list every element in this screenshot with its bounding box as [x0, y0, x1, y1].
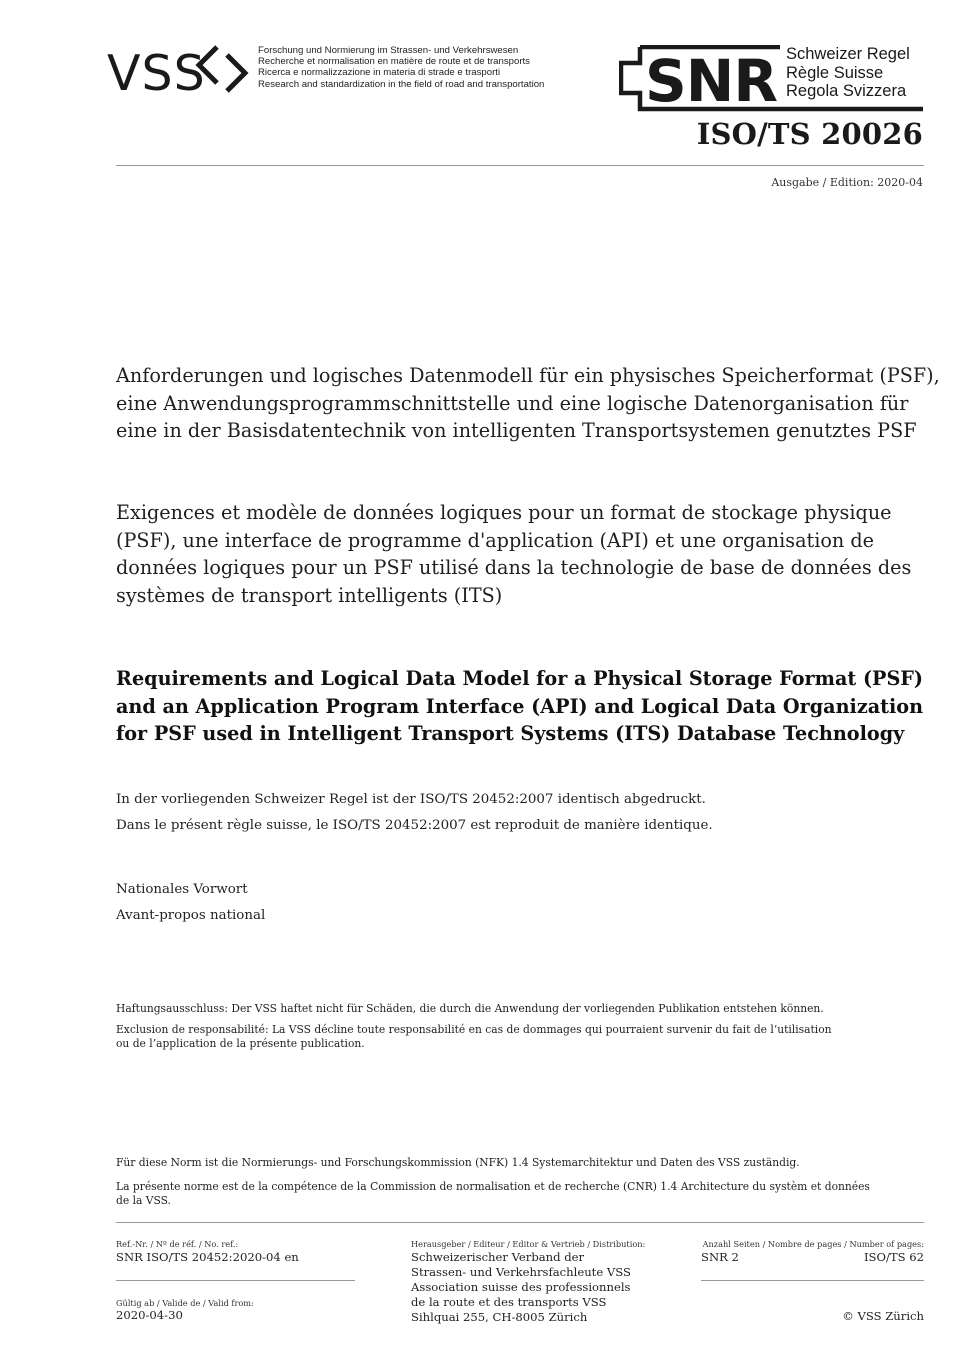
valid-from-label: Gültig ab / Valide de / Valid from: [116, 1298, 254, 1308]
identical-note-german: In der vorliegenden Schweizer Regel ist der ISO/TS 20452:2007 identisch abgedruckt. [116, 792, 706, 807]
disclaimer-french [116, 1023, 832, 1051]
title-line: (PSF), une interface de programme d'application (API) et une organisation de [116, 528, 875, 552]
identical-note-french: Dans le présent règle suisse, le ISO/TS 20452:2007 est reproduit de manière identique. [116, 818, 713, 833]
snr-text-line: Regola Svizzera [786, 82, 907, 100]
page-count-label: Anzahl Seiten / Nombre de pages / Number of pages: [702, 1239, 924, 1249]
reference-number-value: SNR ISO/TS 20452:2020-04 en [116, 1250, 299, 1264]
edition-label: Ausgabe / Edition: 2020-04 [771, 176, 923, 189]
page-count-divider [701, 1280, 924, 1281]
responsibility-german [116, 1156, 800, 1170]
vss-tagline-line: Research and standardization in the field of road and transportation [258, 78, 545, 90]
vss-tagline-line: Forschung und Normierung im Strassen- und Verkehrswesen [258, 45, 519, 56]
title-line: Anforderungen und logisches Datenmodell für ein physisches Speicherformat (PSF), [116, 364, 940, 387]
page-count-snr: SNR 2 [701, 1250, 739, 1264]
snr-text-line: Règle Suisse [786, 63, 884, 82]
snr-regel-label [786, 45, 910, 101]
top-divider [116, 165, 924, 166]
disclaimer-line: Exclusion de responsabilité: La VSS décline toute responsabilité en cas de dommages qui pourraient survenir du fait de l’utilisation [116, 1023, 832, 1036]
standard-number: ISO/TS 20026 [696, 117, 923, 151]
title-line: for PSF used in Intelligent Transport Systems (ITS) Database Technology [116, 722, 905, 745]
national-foreword-german: Nationales Vorwort [116, 882, 248, 897]
copyright-notice: © VSS Zürich [842, 1309, 924, 1323]
publisher-line: Association suisse des professionnels [411, 1280, 631, 1294]
reference-number-label: Ref.-Nr. / Nº de réf. / No. ref.: [116, 1239, 239, 1249]
disclaimer-german [116, 1002, 824, 1016]
title-line: eine in der Basisdatentechnik von intelligenten Transportsystemen genutztes PSF [116, 419, 917, 442]
vss-tagline-line: Recherche et normalisation en matière de route et de transports [258, 56, 530, 68]
publisher-line: Strassen- und Verkehrsfachleute VSS [411, 1265, 631, 1279]
title-english [116, 665, 936, 748]
title-line: systèmes de transport intelligents (ITS) [116, 583, 503, 607]
responsibility-line: La présente norme est de la compétence de la Commission de normalisation et de recherche (CNR) 1.4 Architecture du systèm et données [116, 1180, 870, 1193]
title-german [116, 362, 940, 445]
title-line: eine Anwendungsprogrammschnittstelle und eine logische Datenorganisation für [116, 391, 909, 415]
title-line: Exigences et modèle de données logiques pour un format de stockage physique [116, 501, 892, 524]
snr-logo-text: SNR [645, 47, 777, 113]
responsibility-french [116, 1180, 870, 1208]
vss-logo-text: VSS [107, 45, 206, 95]
snr-text-line: Schweizer Regel [786, 45, 910, 63]
national-foreword-french: Avant-propos national [116, 908, 266, 923]
page-count-iso: ISO/TS 62 [863, 1250, 924, 1264]
reference-divider [116, 1280, 355, 1281]
publisher-line: de la route et des transports VSS [411, 1295, 607, 1309]
publisher-line: Schweizerischer Verband der [411, 1250, 585, 1264]
vss-tagline [258, 45, 544, 90]
disclaimer-line: Haftungsausschluss: Der VSS haftet nicht für Schäden, die durch die Anwendung der vorliegenden Publikation entstehen können. [116, 1002, 824, 1015]
title-french [116, 499, 936, 609]
footer-divider [116, 1222, 924, 1223]
responsibility-line: Für diese Norm ist die Normierungs- und Forschungskommission (NFK) 1.4 Systemarchitektur und Daten des VSS zuständig. [116, 1156, 800, 1169]
title-line: données logiques pour un PSF utilisé dans la technologie de base de données des [116, 556, 912, 579]
disclaimer-line: ou de l’application de la présente publication. [116, 1037, 365, 1050]
valid-from-value: 2020-04-30 [116, 1308, 183, 1322]
responsibility-line: de la VSS. [116, 1194, 171, 1207]
publisher-line: Sihlquai 255, CH-8005 Zürich [411, 1310, 588, 1324]
publisher-label: Herausgeber / Editeur / Editor & Vertrieb / Distribution: [411, 1239, 646, 1249]
publisher-address [411, 1250, 631, 1325]
title-line: Requirements and Logical Data Model for a Physical Storage Format (PSF) [116, 667, 924, 690]
title-line: and an Application Program Interface (API) and Logical Data Organization [116, 694, 924, 718]
vss-tagline-line: Ricerca e normalizzazione in materia di strade e trasporti [258, 67, 501, 79]
vss-logo [107, 43, 252, 95]
